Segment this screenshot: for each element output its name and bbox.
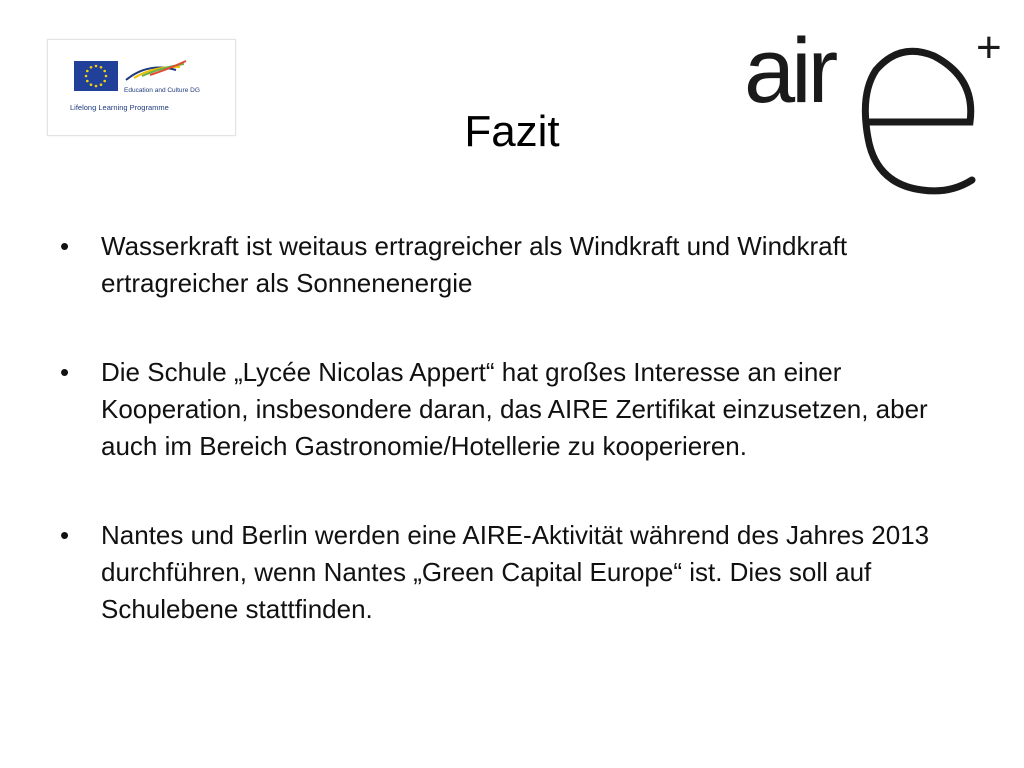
bullet-text: Die Schule „Lycée Nicolas Appert“ hat großes Interesse an einer Kooperation, insbesondere daran, das AIRE Zertifikat einzusetzen, aber auch im Bereich Gastronomie/Hotellerie zu kooperieren.	[101, 357, 928, 461]
bullet-text: Wasserkraft ist weitaus ertragreicher als Windkraft und Windkraft ertragreicher als Sonnenenergie	[101, 231, 848, 298]
bullet-text: Nantes und Berlin werden eine AIRE-Aktivität während des Jahres 2013 durchführen, wenn Nantes „Green Capital Europe“ ist. Dies soll auf Schulebene stattfinden.	[101, 520, 930, 624]
bullet-marker: •	[60, 357, 70, 387]
bullet-item	[56, 354, 966, 465]
slide-title: Fazit	[464, 107, 560, 156]
eu-dg-label: Education and Culture DG	[124, 87, 200, 94]
bullet-marker: •	[60, 520, 70, 550]
svg-text:air: air	[744, 20, 835, 122]
eu-programme-label: Lifelong Learning Programme	[70, 103, 169, 112]
bullet-item	[56, 517, 966, 628]
svg-text:+: +	[976, 23, 1002, 72]
bullet-marker: •	[60, 231, 70, 261]
bullet-list	[56, 228, 966, 628]
bullet-item	[56, 228, 966, 302]
